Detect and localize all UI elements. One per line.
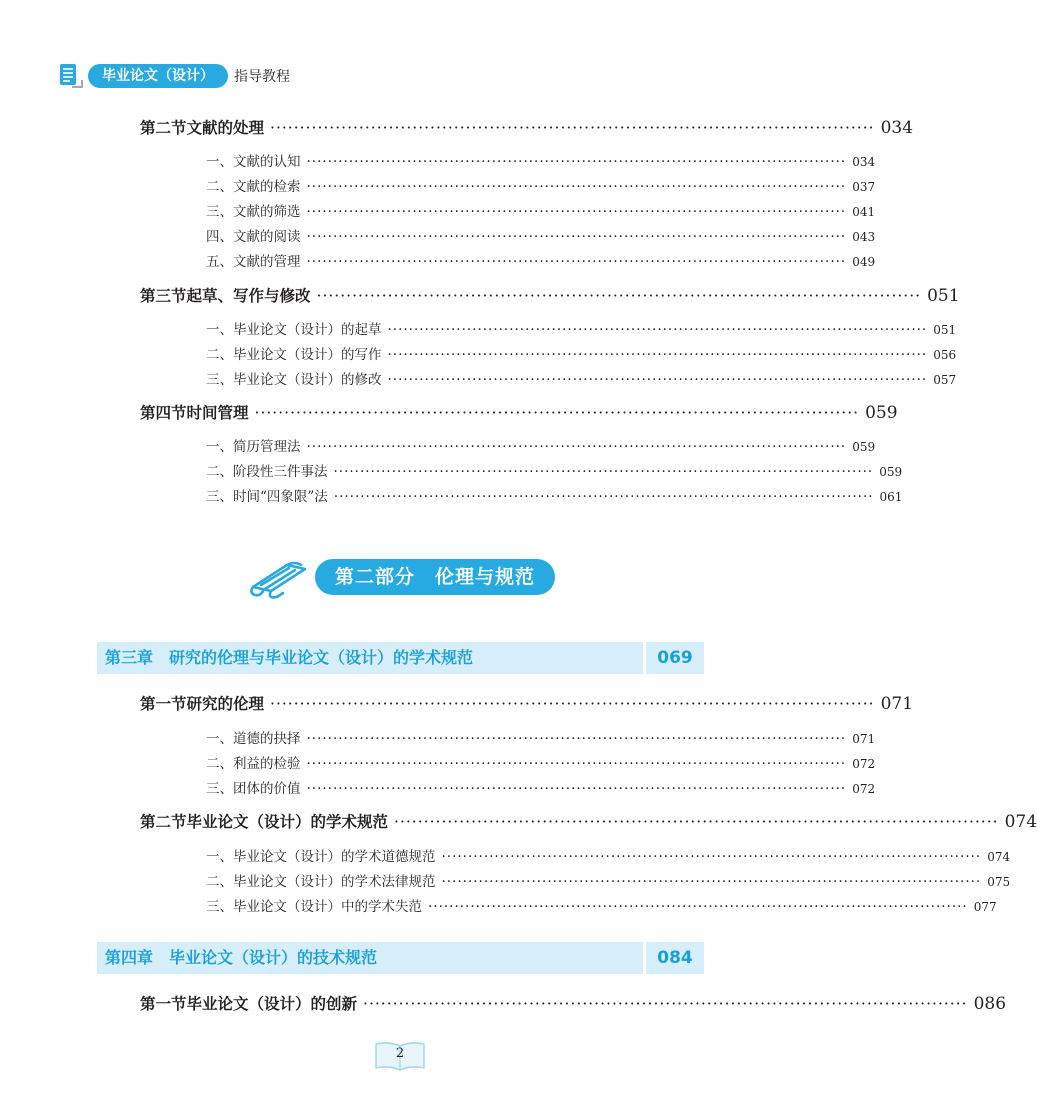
part-title: 第二部分 伦理与规范 — [315, 559, 555, 595]
dot-leader: ······································································································ — [306, 439, 847, 455]
dot-leader: ······································································································ — [441, 849, 982, 865]
page-ref: 074 — [1004, 812, 1037, 832]
toc-item[interactable] — [206, 343, 957, 363]
page-number-text: 2 — [395, 1046, 405, 1061]
toc-item[interactable] — [206, 250, 876, 270]
dot-leader: ······································································································ — [306, 781, 847, 797]
item-title: 一、文献的认知 — [206, 154, 301, 170]
page-ref: 037 — [852, 180, 876, 194]
toc-section[interactable] — [140, 284, 960, 306]
item-title: 五、文献的管理 — [206, 254, 301, 270]
chapter-title: 第三章 研究的伦理与毕业论文（设计）的学术规范 — [105, 648, 474, 667]
item-title: 三、毕业论文（设计）的修改 — [206, 372, 382, 388]
section-number: 第四节 — [140, 403, 187, 422]
toc-item[interactable] — [206, 318, 957, 338]
toc-section[interactable] — [140, 401, 898, 423]
chapter-title: 第四章 毕业论文（设计）的技术规范 — [105, 948, 378, 967]
dot-leader: ······································································································ — [394, 813, 999, 831]
item-title: 二、毕业论文（设计）的写作 — [206, 347, 382, 363]
toc-item[interactable] — [206, 727, 876, 747]
page-ref: 071 — [880, 694, 914, 714]
page-ref: 041 — [852, 205, 876, 219]
dot-leader: ······································································································ — [333, 489, 874, 505]
series-title: 毕业论文（设计） — [88, 64, 228, 88]
page-ref: 077 — [973, 900, 997, 914]
page-ref: 057 — [933, 373, 957, 387]
toc-item[interactable] — [206, 752, 876, 772]
toc-item[interactable] — [206, 870, 1011, 890]
section-number: 第二节 — [140, 118, 187, 137]
section-number: 第二节 — [140, 812, 187, 831]
dot-leader: ······································································································ — [387, 372, 928, 388]
page-ref: 034 — [852, 155, 876, 169]
section-title: 毕业论文（设计）的学术规范 — [186, 812, 389, 831]
dot-leader: ······································································································ — [428, 899, 968, 915]
part-banner — [247, 557, 557, 599]
page-ref: 051 — [927, 286, 960, 306]
dot-leader: ······································································································ — [387, 322, 928, 338]
item-title: 一、毕业论文（设计）的起草 — [206, 322, 382, 338]
running-header — [58, 62, 290, 90]
chapter-page: 069 — [643, 642, 704, 674]
toc-chapter[interactable] — [97, 642, 704, 674]
section-title: 文献的处理 — [186, 118, 265, 137]
page-ref: 034 — [880, 118, 914, 138]
toc-chapter[interactable] — [97, 942, 704, 974]
page-ref: 071 — [852, 732, 876, 746]
item-title: 二、阶段性三件事法 — [206, 464, 328, 480]
toc-section[interactable] — [140, 692, 914, 714]
toc-section[interactable] — [140, 992, 1007, 1014]
section-title: 研究的伦理 — [186, 694, 265, 713]
section-title: 毕业论文（设计）的创新 — [186, 994, 358, 1013]
page-ref: 056 — [933, 348, 957, 362]
dot-leader: ······································································································ — [306, 179, 847, 195]
page-ref: 059 — [879, 465, 903, 479]
page-ref: 074 — [987, 850, 1011, 864]
page-ref: 075 — [987, 875, 1011, 889]
item-title: 三、团体的价值 — [206, 781, 301, 797]
item-title: 二、文献的检索 — [206, 179, 301, 195]
section-number: 第一节 — [140, 994, 187, 1013]
item-title: 三、文献的筛选 — [206, 204, 301, 220]
dot-leader: ······································································································ — [441, 874, 982, 890]
dot-leader: ······································································································ — [306, 756, 847, 772]
page-number — [372, 1040, 428, 1074]
toc-item[interactable] — [206, 777, 876, 797]
toc-section[interactable] — [140, 810, 1037, 832]
toc-section[interactable] — [140, 116, 914, 138]
dot-leader: ······································································································ — [316, 287, 922, 305]
page-ref: 051 — [933, 323, 957, 337]
dot-leader: ······································································································ — [306, 204, 847, 220]
section-number: 第一节 — [140, 694, 187, 713]
dot-leader: ······································································································ — [270, 695, 875, 713]
item-title: 三、毕业论文（设计）中的学术失范 — [206, 899, 422, 915]
item-title: 一、道德的抉择 — [206, 731, 301, 747]
toc-item[interactable] — [206, 460, 903, 480]
dot-leader: ······································································································ — [306, 154, 847, 170]
page-ref: 086 — [973, 994, 1007, 1014]
book-list-icon — [58, 62, 84, 90]
section-title: 起草、写作与修改 — [186, 286, 311, 305]
page-ref: 043 — [852, 230, 876, 244]
page-ref: 049 — [852, 255, 876, 269]
toc-item[interactable] — [206, 368, 957, 388]
toc-item[interactable] — [206, 845, 1011, 865]
dot-leader: ······································································································ — [306, 731, 847, 747]
page-ref: 059 — [852, 440, 876, 454]
item-title: 三、时间“四象限”法 — [206, 489, 328, 505]
dot-leader: ······································································································ — [306, 229, 847, 245]
toc-item[interactable] — [206, 225, 876, 245]
page-ref: 072 — [852, 782, 876, 796]
dot-leader: ······································································································ — [363, 995, 968, 1013]
book-subtitle: 指导教程 — [234, 69, 290, 85]
section-number: 第三节 — [140, 286, 187, 305]
item-title: 二、利益的检验 — [206, 756, 301, 772]
dot-leader: ······································································································ — [306, 254, 847, 270]
page-ref: 061 — [879, 490, 903, 504]
dot-leader: ······································································································ — [254, 404, 860, 422]
dot-leader: ······································································································ — [333, 464, 874, 480]
dot-leader: ······································································································ — [270, 119, 875, 137]
item-title: 二、毕业论文（设计）的学术法律规范 — [206, 874, 436, 890]
item-title: 一、简历管理法 — [206, 439, 301, 455]
page-ref: 059 — [865, 403, 898, 423]
toc-item[interactable] — [206, 150, 876, 170]
dot-leader: ······································································································ — [387, 347, 928, 363]
toc-item[interactable] — [206, 485, 903, 505]
toc-item[interactable] — [206, 895, 997, 915]
section-title: 时间管理 — [186, 403, 249, 422]
page-ref: 072 — [852, 757, 876, 771]
item-title: 四、文献的阅读 — [206, 229, 301, 245]
chapter-page: 084 — [643, 942, 704, 974]
toc-item[interactable] — [206, 175, 876, 195]
toc-item[interactable] — [206, 200, 876, 220]
item-title: 一、毕业论文（设计）的学术道德规范 — [206, 849, 436, 865]
toc-item[interactable] — [206, 435, 876, 455]
